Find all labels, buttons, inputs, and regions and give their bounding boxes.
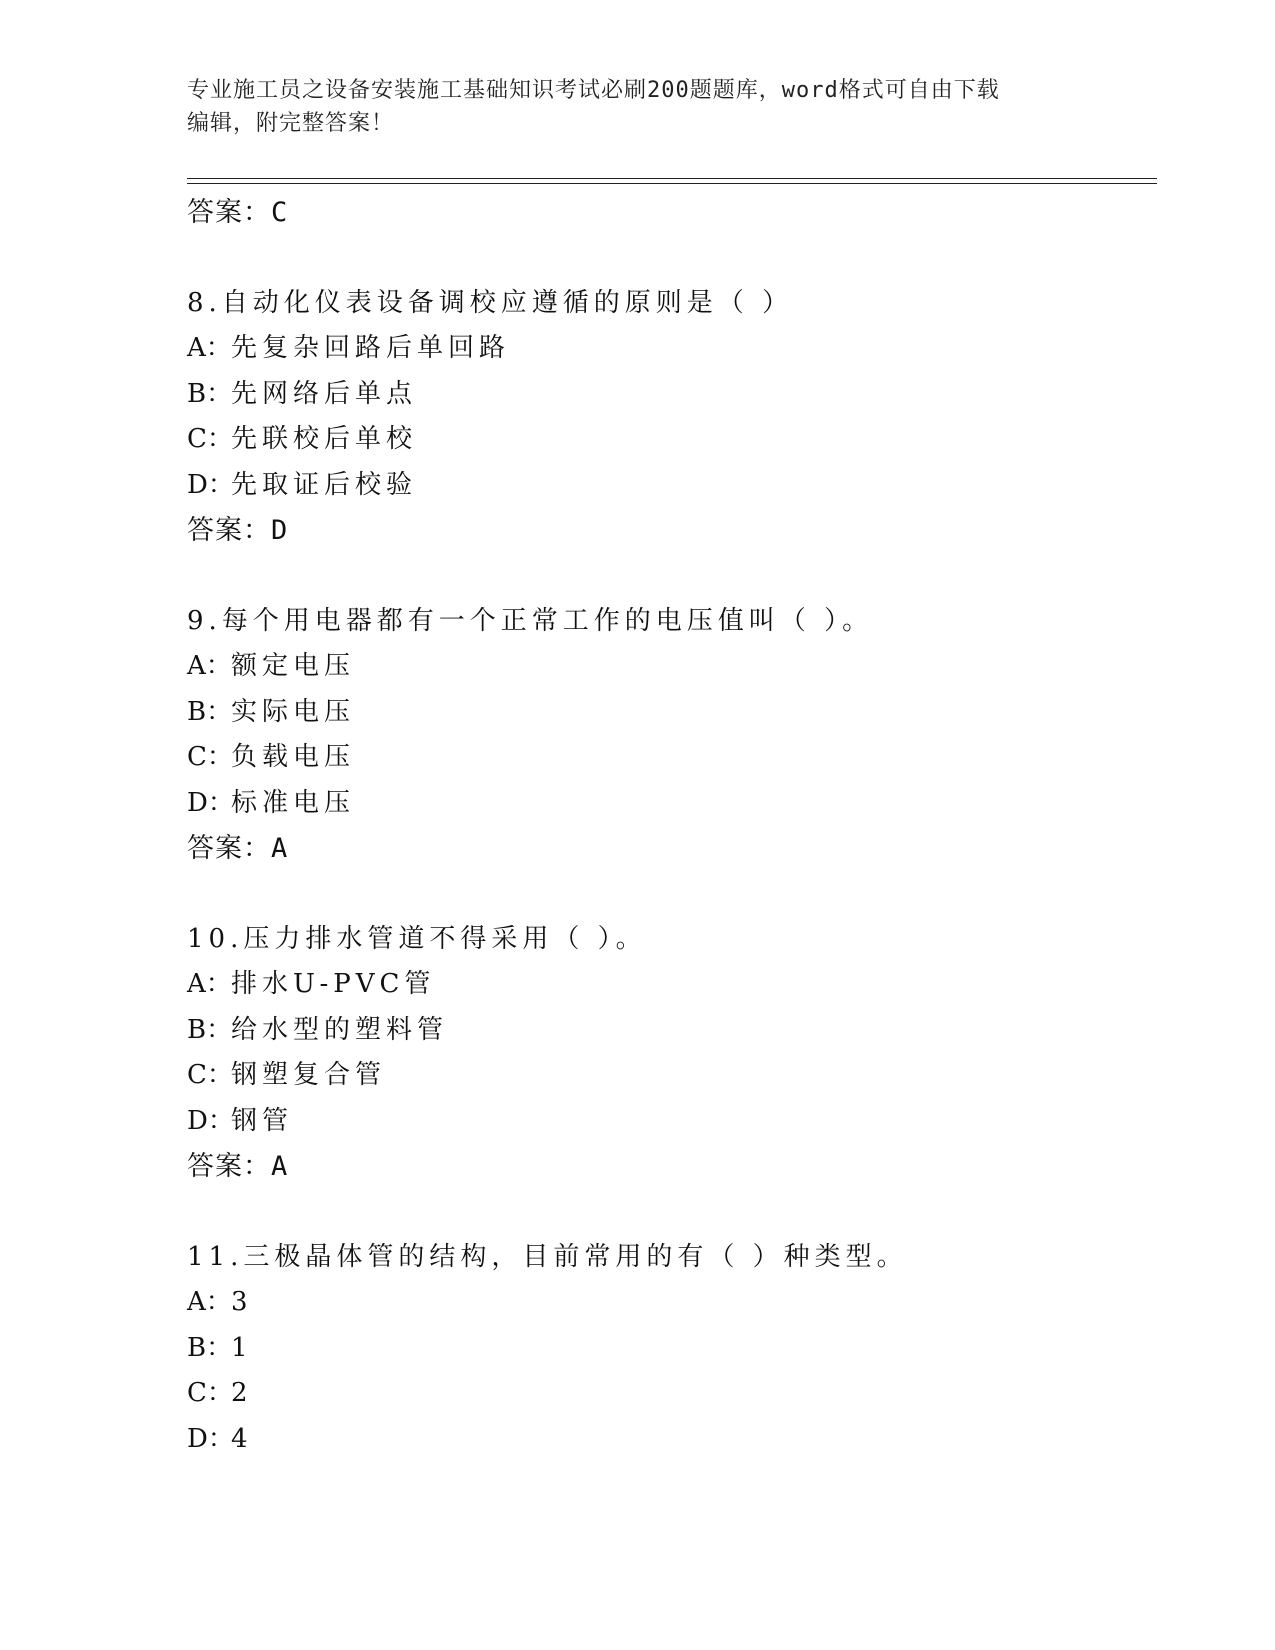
option-text: 额定电压 — [231, 651, 356, 681]
answer-label: 答案： — [187, 1151, 271, 1182]
answer-line — [187, 508, 1187, 554]
option-d — [187, 463, 1187, 509]
answer-value: C — [271, 197, 289, 228]
option-a — [187, 326, 1187, 372]
option-text: 先取证后校验 — [231, 469, 418, 500]
answer-label: 答案： — [187, 197, 271, 228]
option-label: A： — [187, 651, 232, 681]
option-b — [187, 1008, 1187, 1054]
option-label: A： — [187, 1287, 232, 1317]
option-a — [187, 962, 1187, 1008]
question-9 — [187, 598, 1187, 872]
option-label: D： — [187, 469, 234, 500]
option-text: 标准电压 — [231, 787, 356, 818]
question-stem: 10.压力排水管道不得采用（ ）。 — [187, 924, 647, 954]
option-label: B： — [187, 1332, 233, 1363]
option-label: D： — [187, 1105, 234, 1136]
option-c — [187, 1371, 1187, 1417]
option-label: B： — [187, 696, 233, 727]
document-header — [187, 74, 1067, 140]
option-text: 3 — [231, 1287, 253, 1317]
option-text: 负载电压 — [231, 742, 356, 772]
option-label: C： — [187, 1378, 233, 1408]
header-line-1: 专业施工员之设备安装施工基础知识考试必刷200题题库，word格式可自由下载 — [187, 78, 1000, 103]
option-label: C： — [187, 424, 233, 454]
answer-value: D — [271, 515, 289, 546]
question-stem: 8.自动化仪表设备调校应遵循的原则是（ ） — [187, 288, 794, 318]
option-label: D： — [187, 1423, 234, 1454]
answer-value: A — [271, 1151, 289, 1182]
option-label: D： — [187, 787, 234, 818]
option-text: 排水U-PVC管 — [231, 969, 436, 999]
option-text: 2 — [231, 1378, 253, 1408]
option-label: C： — [187, 742, 233, 772]
option-a — [187, 644, 1187, 690]
option-b — [187, 690, 1187, 736]
option-text: 钢塑复合管 — [231, 1060, 387, 1090]
option-label: B： — [187, 378, 233, 409]
option-text: 先网络后单点 — [231, 378, 418, 409]
answer-value: A — [271, 833, 289, 864]
option-text: 先联校后单校 — [231, 424, 418, 454]
option-b — [187, 372, 1187, 418]
answer-label: 答案： — [187, 833, 271, 864]
option-c — [187, 735, 1187, 781]
header-line-2: 编辑，附完整答案！ — [187, 111, 395, 136]
option-label: A： — [187, 333, 232, 363]
option-text: 给水型的塑料管 — [231, 1014, 449, 1045]
option-label: C： — [187, 1060, 233, 1090]
option-b — [187, 1326, 1187, 1372]
question-10 — [187, 916, 1187, 1190]
option-c — [187, 417, 1187, 463]
question-content — [187, 190, 1187, 1462]
header-divider-top — [187, 178, 1157, 179]
answer-line — [187, 826, 1187, 872]
option-d — [187, 1099, 1187, 1145]
option-label: A： — [187, 969, 232, 999]
header-divider-bottom — [187, 183, 1157, 184]
option-text: 1 — [231, 1332, 253, 1363]
option-label: B： — [187, 1014, 233, 1045]
option-text: 实际电压 — [231, 696, 356, 727]
option-c — [187, 1053, 1187, 1099]
answer-label: 答案： — [187, 515, 271, 546]
option-text: 先复杂回路后单回路 — [231, 333, 511, 363]
answer-line — [187, 1144, 1187, 1190]
option-d — [187, 1417, 1187, 1463]
question-11 — [187, 1234, 1187, 1462]
question-stem: 9.每个用电器都有一个正常工作的电压值叫（ ）。 — [187, 606, 874, 636]
option-text: 钢管 — [231, 1105, 294, 1136]
option-d — [187, 781, 1187, 827]
question-8 — [187, 280, 1187, 554]
question-stem: 11.三极晶体管的结构，目前常用的有（ ）种类型。 — [187, 1242, 908, 1272]
option-a — [187, 1280, 1187, 1326]
option-text: 4 — [231, 1423, 253, 1454]
answer-line — [187, 190, 1187, 236]
